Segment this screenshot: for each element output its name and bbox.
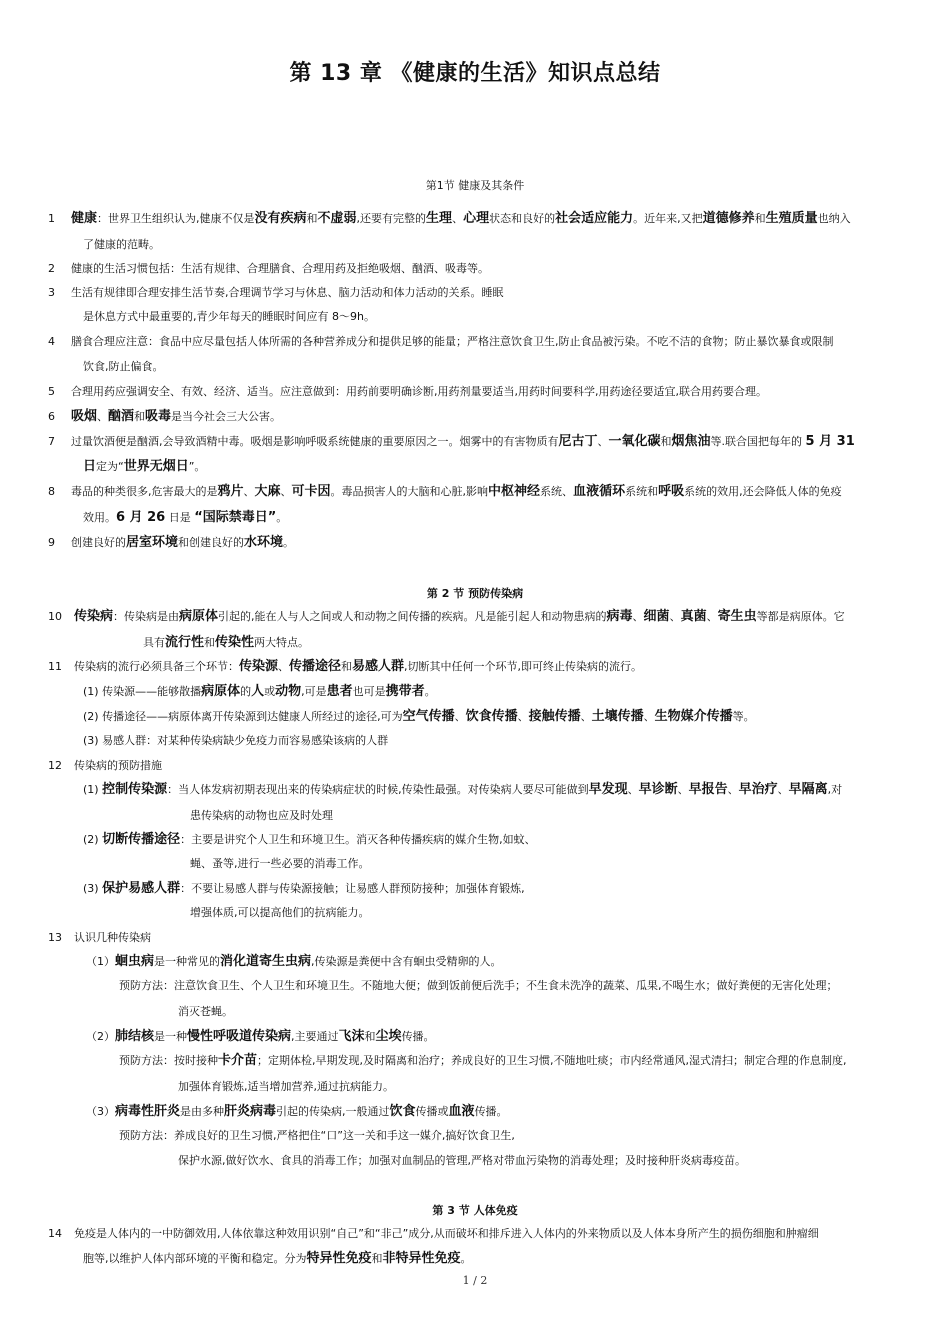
- item-number: 14: [48, 1227, 62, 1240]
- item-number: 13: [48, 931, 62, 944]
- item-7-line-2: 日定为“世界无烟日”。: [83, 459, 206, 474]
- item-number: 6: [48, 410, 55, 423]
- item-11-sub-3: (3) 易感人群：对某种传染病缺少免疫力而容易感染该病的人群: [83, 734, 389, 747]
- item-9-line-1: 创建良好的居室环境和创建良好的水环境。: [71, 535, 295, 550]
- item-number: 12: [48, 759, 62, 772]
- item-2-line-1: 健康的生活习惯包括：生活有规律、合理膳食、合理用药及拒绝吸烟、酗酒、吸毒等。: [71, 262, 489, 275]
- item-12-line-1: 传染病的预防措施: [74, 759, 162, 772]
- item-10-line-2: 具有流行性和传染性两大特点。: [143, 635, 310, 650]
- item-11-sub-2: (2) 传播途径——病原体离开传染源到达健康人所经过的途径,可为空气传播、饮食传播、接触传播、土壤传播、生物媒介传播等。: [83, 709, 755, 724]
- item-12-sub-1: (1) 控制传染源：当人体发病初期表现出来的传染病症状的时候,传染性最强。对传染病人要尽可能做到早发现、早诊断、早报告、早治疗、早隔离,对: [83, 782, 843, 797]
- item-3-line-1: 生活有规律即合理安排生活节奏,合理调节学习与休息、脑力活动和体力活动的关系。睡眠: [71, 286, 504, 299]
- item-4-line-2: 饮食,防止偏食。: [83, 360, 164, 373]
- item-13-line-1: 认识几种传染病: [74, 931, 151, 944]
- item-13-sub-3-prevention: 预防方法：养成良好的卫生习惯,严格把住“口”这一关和手这一媒介,搞好饮食卫生,: [119, 1129, 515, 1142]
- item-11-line-1: 传染病的流行必须具备三个环节：传染源、传播途径和易感人群,切断其中任何一个环节,即可终止传染病的流行。: [74, 659, 643, 674]
- item-5-line-1: 合理用药应强调安全、有效、经济、适当。应注意做到：用药前要明确诊断,用药剂量要适当,用药时间要科学,用药途径要适宜,联合用药要合理。: [71, 385, 767, 398]
- item-14-line-1: 免疫是人体内的一中防御效用,人体依靠这种效用识别“自己”和“非己”成分,从而破坏和排斥进入人体内的外来物质以及人体本身所产生的损伤细胞和肿瘤细: [74, 1227, 819, 1240]
- section-heading-1: 第1节 健康及其条件: [425, 179, 525, 192]
- item-13-sub-2: （2）肺结核是一种慢性呼吸道传染病,主要通过飞沫和尘埃传播。: [86, 1029, 435, 1044]
- item-13-sub-2-prevention-cont: 加强体育锻炼,适当增加营养,通过抗病能力。: [178, 1080, 394, 1093]
- page-title: 第 13 章 《健康的生活》知识点总结: [289, 61, 661, 86]
- page-number: 1 / 2: [462, 1274, 488, 1287]
- section-heading-3: 第 3 节 人体免疫: [432, 1204, 518, 1217]
- item-number: 11: [48, 660, 62, 673]
- item-1-line-1: 健康：世界卫生组织认为,健康不仅是没有疾病和不虚弱,还要有完整的生理、心理状态和良好的社会适应能力。近年来,又把道德修养和生殖质量也纳入: [71, 211, 851, 226]
- item-13-sub-1-prevention: 预防方法：注意饮食卫生、个人卫生和环境卫生。不随地大便；做到饭前便后洗手；不生食未洗净的蔬菜、瓜果,不喝生水；做好粪便的无害化处理；: [119, 979, 838, 992]
- item-13-sub-3: （3）病毒性肝炎是由多种肝炎病毒引起的传染病,一般通过饮食传播或血液传播。: [86, 1104, 508, 1119]
- item-12-sub-2: (2) 切断传播途径：主要是讲究个人卫生和环境卫生。消灭各种传播疾病的媒介生物,如蚊、: [83, 832, 536, 847]
- item-3-line-2: 是休息方式中最重要的,青少年每天的睡眠时间应有 8～9h。: [83, 310, 375, 323]
- item-12-sub-3-cont: 增强体质,可以提高他们的抗病能力。: [190, 906, 370, 919]
- item-13-sub-1: （1）蛔虫病是一种常见的消化道寄生虫病,传染源是粪便中含有蛔虫受精卵的人。: [86, 954, 502, 969]
- item-10-line-1: 传染病：传染病是由病原体引起的,能在人与人之间或人和动物之间传播的疾病。凡是能引起人和动物患病的病毒、细菌、真菌、寄生虫等都是病原体。它: [74, 609, 845, 624]
- item-13-sub-1-prevention-cont: 消灭苍蝇。: [178, 1005, 233, 1018]
- item-13-sub-2-prevention: 预防方法：按时接种卡介苗；定期体检,早期发现,及时隔离和治疗；养成良好的卫生习惯,不随地吐痰；市内经常通风,湿式清扫；制定合理的作息制度,: [119, 1053, 847, 1068]
- item-number: 8: [48, 485, 55, 498]
- section-heading-2: 第 2 节 预防传染病: [426, 587, 524, 600]
- item-number: 4: [48, 335, 55, 348]
- item-number: 1: [48, 212, 55, 225]
- item-12-sub-3: (3) 保护易感人群：不要让易感人群与传染源接触；让易感人群预防接种；加强体育锻炼,: [83, 881, 525, 896]
- item-14-line-2: 胞等,以维护人体内部环境的平衡和稳定。分为特异性免疫和非特异性免疫。: [83, 1251, 472, 1266]
- item-number: 9: [48, 536, 55, 549]
- item-number: 3: [48, 286, 55, 299]
- item-number: 7: [48, 435, 55, 448]
- item-7-line-1: 过量饮酒便是酗酒,会导致酒精中毒。吸烟是影响呼吸系统健康的重要原因之一。烟雾中的有害物质有尼古丁、一氧化碳和烟焦油等.联合国把每年的 5 月 31: [71, 434, 855, 449]
- item-8-line-1: 毒品的种类很多,危害最大的是鸦片、大麻、可卡因。毒品损害人的大脑和心脏,影响中枢神经系统、血液循环系统和呼吸系统的效用,还会降低人体的免疫: [71, 484, 842, 499]
- item-number: 5: [48, 385, 55, 398]
- item-11-sub-1: (1) 传染源——能够散播病原体的人或动物,可是患者也可是携带者。: [83, 684, 436, 699]
- item-13-sub-3-prevention-cont: 保护水源,做好饮水、食具的消毒工作；加强对血制品的管理,严格对带血污染物的消毒处理；及时接种肝炎病毒疫苗。: [178, 1154, 746, 1167]
- item-4-line-1: 膳食合理应注意：食品中应尽量包括人体所需的各种营养成分和提供足够的能量；严格注意饮食卫生,防止食品被污染。不吃不洁的食物；防止暴饮暴食或限制: [71, 335, 834, 348]
- item-12-sub-2-cont: 蝇、蚤等,进行一些必要的消毒工作。: [190, 857, 370, 870]
- item-1-line-2: 了健康的范畴。: [83, 238, 160, 251]
- item-number: 2: [48, 262, 55, 275]
- item-number: 10: [48, 610, 62, 623]
- item-12-sub-1-cont: 患传染病的动物也应及时处理: [190, 809, 333, 822]
- item-8-line-2: 效用。6 月 26 日是 “国际禁毒日”。: [83, 510, 288, 525]
- item-6-line-1: 吸烟、酗酒和吸毒是当今社会三大公害。: [71, 409, 282, 424]
